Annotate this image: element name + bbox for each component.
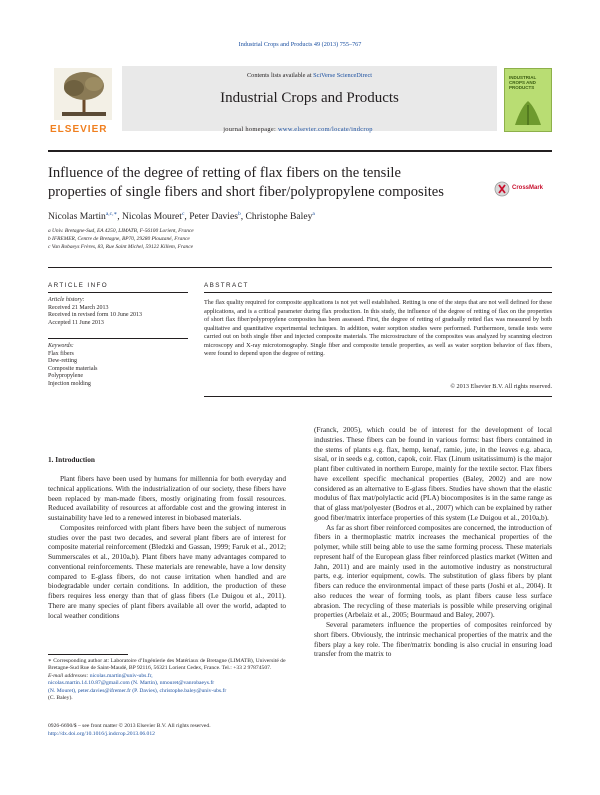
keyword: Dew-retting — [48, 358, 77, 365]
journal-cover — [504, 68, 552, 132]
footnote-rule — [48, 654, 128, 655]
corresponding-author-note: ∗ Corresponding author at: Laboratoire d’Ingénierie des Matériaux de Bretagne (LIMATB), Université de Bretagne-Sud Rue de Saint-Maudé, BP 92116, 56321 Lorient Cedex, France. Tel.: +33 2 97874507. — [48, 658, 286, 672]
article-info-heading: ARTICLE INFO — [48, 282, 109, 289]
homepage-line — [48, 126, 548, 133]
keyword: Composite materials — [48, 365, 98, 372]
elsevier-logo — [48, 66, 120, 135]
abstract-text: The flax quality required for composite applications is not yet well established. Retting is one of the steps that are not well defined for these applications, and is a critical parameter during flax production. In this study, the influence of the degree of retting of flax on the properties of short flax fiber/polypropylene composites has been assessed. First, the degree of retting of gradually retted flax was measured by both qualitative and quantitative experimental techniques. In addition, water sorption studies were performed. Furthermore, tensile tests were carried out on both single fiber and injected composite materials. The microstructure of the composites was analyzed by scanning electron microscopy and X-ray microtomography. Single fiber and composite tensile properties, as well as water sorption behavior of flax fibers, were found to depend upon the degree of retting. — [204, 299, 552, 357]
email-note: (C. Baley). — [48, 695, 73, 702]
author[interactable]: Nicolas Mouret — [122, 211, 182, 223]
author-affil-marker[interactable]: c — [181, 211, 185, 217]
email-link[interactable]: nicolas.martin@univ-ubs.fr, — [89, 672, 153, 679]
contents-prefix: Contents lists available at — [246, 72, 312, 79]
homepage-link[interactable]: www.elsevier.com/locate/indcrop — [277, 126, 373, 133]
cover-title: INDUSTRIAL CROPS AND PRODUCTS — [509, 75, 537, 90]
paragraph: As far as short fiber reinforced composites are concerned, the introduction of fibers in a thermoplastic matrix increases the mechanical properties of the polymer, while still being able to use the same forming process. These materials represent half of the European glass fiber reinforced plastics market (Witten and Jahn, 2011) and are mainly used in the automotive industry as nonstructural parts, e.g. interior equipment, cowls. The substitution of glass fibers by plant fibers can reduce the environmental impact of these parts (Joshi et al., 2004). It also reduces the wear of forming tools, as plant fibers cause less surface abrasion. The recycling of these materials is possible while preserving original properties (Arbelaiz et al., 2005; Bourmaud and Baley, 2007). — [314, 522, 552, 620]
article-history — [48, 297, 142, 327]
author-separator: , — [240, 211, 246, 223]
abstract-copyright: © 2013 Elsevier B.V. All rights reserved. — [450, 383, 552, 390]
section-heading: 1. Introduction — [48, 455, 95, 464]
affiliation: b IFREMER, Centre de Bretagne, BP70, 29280 Plouzané, France — [48, 236, 190, 242]
doi-link[interactable]: http://dx.doi.org/10.1016/j.indcrop.2013.06.012 — [48, 730, 155, 737]
history-item: Received in revised form 10 June 2013 — [48, 312, 142, 319]
keyword: Injection molding — [48, 380, 91, 387]
journal-reference[interactable]: Industrial Crops and Products 49 (2013) 755–767 — [238, 41, 362, 48]
title-line-2: properties of single fibers and short fiber/polypropylene composites — [48, 184, 444, 200]
affiliation: a Univ. Bretagne-Sud, EA 4250, LIMATB, F-56100 Lorient, France — [48, 228, 194, 234]
email-label: E-mail addresses: — [48, 672, 89, 679]
article-title — [48, 164, 488, 202]
author[interactable]: Nicolas Martin — [48, 211, 106, 223]
author[interactable]: Peter Davies — [189, 211, 238, 223]
history-item: Received 21 March 2013 — [48, 304, 109, 311]
front-matter — [48, 723, 211, 738]
history-item: Accepted 11 June 2013 — [48, 319, 104, 326]
publisher-wordmark: ELSEVIER — [50, 124, 108, 135]
divider — [48, 267, 552, 268]
author-separator: , — [117, 211, 122, 223]
divider — [48, 338, 188, 339]
abstract-heading: ABSTRACT — [204, 282, 249, 289]
journal-header — [48, 66, 548, 142]
email-link[interactable]: (N. Mouret), peter.davies@ifremer.fr (P. Davies), christophe.baley@univ-ubs.fr — [48, 687, 227, 694]
journal-banner — [122, 66, 497, 131]
footnotes — [48, 658, 286, 702]
sciencedirect-link[interactable]: SciVerse ScienceDirect — [313, 72, 373, 79]
author-affil-marker[interactable]: a — [312, 211, 315, 217]
journal-title: Industrial Crops and Products — [220, 90, 399, 106]
author[interactable]: Christophe Baley — [245, 211, 313, 223]
divider — [48, 292, 188, 293]
contents-line — [122, 72, 497, 79]
paragraph: Several parameters influence the properties of composites reinforced by short fibers. Obviously, the intrinsic mechanical properties of the matrix and the fibers play a key role. The fiber/matrix bonding is also crucial in ensuring load transfer from the matrix to — [314, 620, 552, 659]
author-list — [48, 211, 315, 222]
crossmark-icon — [494, 181, 510, 197]
divider — [204, 396, 552, 397]
keyword: Polypropylene — [48, 373, 83, 380]
crossmark-label: CrossMark — [512, 185, 544, 191]
paragraph: Plant fibers have been used by humans for millennia for both everyday and technical applications. With the industrialization of our society, these fibers have been replaced by man-made fibers, mostly originating from fossil resources. Reduced availability of resources at affordable cost and the growing interest in sustainability have led to a renewed interest in biobased materials. — [48, 474, 286, 522]
issn-copyright: 0926-6690/$ – see front matter © 2013 Elsevier B.V. All rights reserved. — [48, 723, 211, 729]
author-separator: , — [184, 211, 190, 223]
author-affil-marker[interactable]: a,c,∗ — [105, 211, 118, 217]
left-column — [48, 474, 286, 620]
paragraph: (Franck, 2005), which could be of interest for the development of local industries. These fibers can be found in various forms: bast fibers contained in the stems of plants e.g. flax, hemp, kenaf, ramie, jute, in the leaves e.g. abaca, sisal, or in seeds e.g. cotton, capok, coir. Flax (Linum usitatissimum) is the major plant fiber cultivated in northern Europe, mainly for the textile sector. Flax fibers have excellent specific mechanical properties (Baley, 2002) and are now considered as an alternative to E-glass fibers. Studies have shown that the elastic modulus of flax mat/polylactic acid (PLA) biocomposites is in the same range as that of glass mat/polyester (Bodros et al., 2007) which can be explained by rather good fiber/matrix interface properties of this system (Le Duigou et al., 2010a,b). — [314, 425, 552, 522]
history-label: Article history: — [48, 297, 85, 303]
crossmark-badge[interactable] — [494, 181, 550, 197]
title-line-1: Influence of the degree of retting of flax fibers on the tensile — [48, 165, 401, 181]
paragraph: Composites reinforced with plant fibers have been the subject of numerous studies over the past two decades, and several plant fibers are of interest for composite material reinforcement (Bledzki and Gassan, 1999; Faruk et al., 2012; Summerscales et al., 2010a,b). Plant fibers have many advantages compared to conventional reinforcements. These materials are renewable, have a low density compared to E-glass fibers, do not cause irritation when handled and are biodegradable under certain conditions. In addition, the production of these fibers requires less energy than that of glass fibers (Le Duigou et al., 2011). There are many species of plant fibers available all over the world, adapted to local weather conditions — [48, 522, 286, 620]
homepage-prefix: journal homepage: — [223, 126, 277, 133]
keyword: Flax fibers — [48, 350, 74, 357]
divider — [204, 292, 552, 293]
header-rule — [48, 150, 552, 152]
right-column — [314, 425, 552, 659]
keywords — [48, 343, 98, 389]
email-link[interactable]: nicolas.martin.14.10.87@gmail.com (N. Martin), nmouret@vanrobaeys.fr — [48, 680, 215, 687]
affiliation: c Van Robaeys Frères, 83, Rue Saint Michel, 59122 Killem, France — [48, 244, 194, 250]
author-affil-marker[interactable]: b — [237, 211, 241, 217]
keywords-label: Keywords: — [48, 343, 74, 349]
